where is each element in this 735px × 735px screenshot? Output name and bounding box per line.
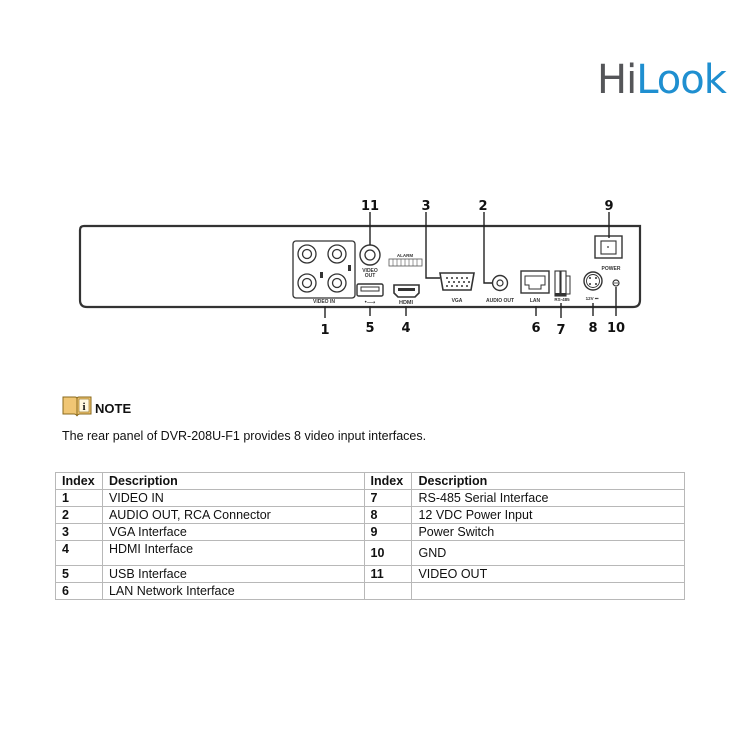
description-cell: VIDEO OUT [412,566,685,583]
note-text: The rear panel of DVR-208U-F1 provides 8 video input interfaces. [62,429,427,443]
audio-out-rca [486,276,514,305]
description-cell: VIDEO IN [102,490,364,507]
description-cell: AUDIO OUT, RCA Connector [102,507,364,524]
table-row [56,541,685,566]
callout-1: 1 [320,323,330,338]
callout-5: 5 [365,321,375,336]
index-cell: 1 [56,490,103,507]
table-row [56,524,685,541]
svg-text:LAN: LAN [529,298,541,304]
description-cell: HDMI Interface [102,541,364,566]
logo-hi: Hi [597,57,637,103]
description-cell: RS-485 Serial Interface [412,490,685,507]
index-cell: 9 [364,524,412,541]
svg-text:•⟶: •⟶ [364,300,376,306]
callout-4: 4 [401,321,411,336]
vga-port [440,273,474,304]
header-description-left: Description [102,473,364,490]
table-row [56,507,685,524]
table-row [56,583,685,600]
svg-text:VGA: VGA [451,298,463,304]
svg-text:VIDEO: VIDEO [362,268,378,274]
index-cell: 7 [364,490,412,507]
video-in-bnc-group [293,241,355,305]
svg-text:12V ⎓: 12V ⎓ [585,296,599,301]
svg-text:POWER: POWER [601,266,621,272]
index-cell: 8 [364,507,412,524]
callout-8: 8 [588,321,598,336]
index-cell: 10 [364,541,412,566]
usb-port [357,284,383,306]
description-cell: LAN Network Interface [102,583,364,600]
callout-6: 6 [531,321,541,336]
logo-look: Look [636,57,726,103]
note-header [62,395,131,417]
index-cell: 4 [56,541,103,566]
rear-panel-diagram [0,0,735,360]
svg-text:RS-485: RS-485 [554,297,570,302]
svg-text:HDMI: HDMI [398,300,414,306]
svg-text:VIDEO IN: VIDEO IN [313,299,335,305]
svg-text:i: i [82,401,86,413]
table-row [56,490,685,507]
description-cell: GND [412,541,685,566]
rs485-terminal [554,271,570,302]
header-index-right: Index [364,473,412,490]
interface-table [55,472,685,600]
alarm-terminal [389,253,422,266]
table-header-row [56,473,685,490]
description-cell: VGA Interface [102,524,364,541]
header-index-left: Index [56,473,103,490]
index-cell: 11 [364,566,412,583]
index-cell [364,583,412,600]
video-out-bnc [360,245,380,279]
index-cell: 3 [56,524,103,541]
description-cell [412,583,685,600]
index-cell: 2 [56,507,103,524]
table-row [56,566,685,583]
svg-text:ALARM: ALARM [396,253,414,258]
description-cell: 12 VDC Power Input [412,507,685,524]
callout-7: 7 [556,323,566,338]
power-switch [595,236,622,272]
info-book-icon [62,395,92,417]
note-label: NOTE [95,401,132,416]
callout-11: 11 [360,199,380,214]
callout-2: 2 [478,199,488,214]
hdmi-port [394,285,419,306]
gnd-screw [613,280,619,286]
svg-text:OUT: OUT [364,273,376,279]
power-input-jack [584,272,602,301]
callout-3: 3 [421,199,431,214]
callout-10: 10 [606,321,626,336]
svg-text:AUDIO OUT: AUDIO OUT [485,298,515,304]
lan-port [521,271,549,304]
description-cell: Power Switch [412,524,685,541]
callout-9: 9 [604,199,614,214]
index-cell: 5 [56,566,103,583]
index-cell: 6 [56,583,103,600]
description-cell: USB Interface [102,566,364,583]
header-description-right: Description [412,473,685,490]
